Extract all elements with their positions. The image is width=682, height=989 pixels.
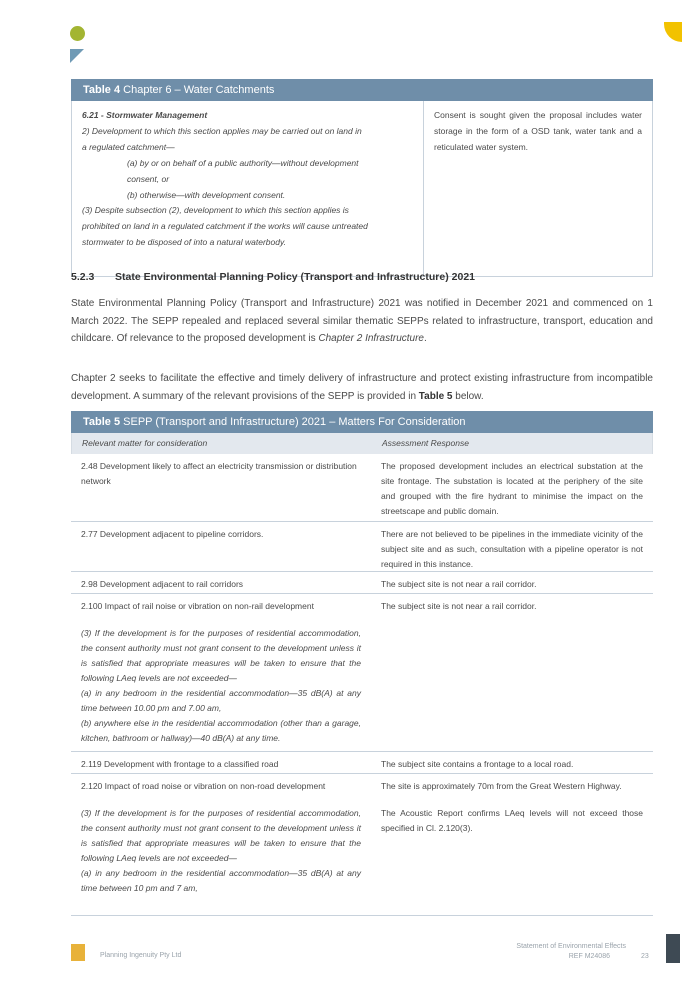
decorative-blue-triangle bbox=[70, 49, 84, 63]
decorative-green-dot bbox=[70, 26, 85, 41]
row-quote: (3) If the development is for the purposes of residential accommodation, the consent authority must not grant consent to the development unless it is satisfied that appropriate measures will be taken to ensure that the following LAeq levels are not exceeded— bbox=[81, 628, 361, 683]
table-5-header bbox=[71, 411, 653, 433]
paragraph-2-end: below. bbox=[452, 390, 484, 402]
footer-page-number: 23 bbox=[641, 953, 649, 960]
column-header-response: Assessment Response bbox=[382, 438, 469, 448]
table-5-label: Table 5 bbox=[83, 416, 121, 428]
row-response: The subject site contains a frontage to a local road. bbox=[381, 759, 574, 769]
column-header-matter: Relevant matter for consideration bbox=[82, 438, 208, 448]
section-number: 5.2.3 bbox=[71, 271, 95, 283]
row-response: There are not believed to be pipelines in the immediate vicinity of the subject site and as such, consultation with a pipeline operator is not required in this instance. bbox=[381, 529, 643, 569]
table-4 bbox=[71, 79, 653, 277]
paragraph-2 bbox=[71, 370, 653, 405]
row-matter: 2.100 Impact of rail noise or vibration on non-rail development bbox=[81, 601, 314, 611]
table-4-clause bbox=[72, 101, 424, 276]
paragraph-2-bold: Table 5 bbox=[418, 390, 453, 402]
table-row bbox=[71, 454, 653, 522]
table-row bbox=[71, 572, 653, 594]
section-title: State Environmental Planning Policy (Transport and Infrastructure) 2021 bbox=[115, 271, 475, 283]
table-5 bbox=[71, 411, 653, 916]
row-matter: 2.98 Development adjacent to rail corridors bbox=[81, 579, 244, 589]
row-quote: (3) If the development is for the purposes of residential accommodation, the consent authority must not grant consent to the development unless it is satisfied that appropriate measures will be taken to ensure that the following LAeq levels are not exceeded— bbox=[81, 808, 361, 863]
clause-line: stormwater to be disposed of into a natural waterbody. bbox=[82, 237, 286, 248]
footer-dark-bar bbox=[666, 934, 680, 963]
clause-line: 2) Development to which this section applies may be carried out on land in bbox=[82, 125, 362, 136]
table-5-title: SEPP (Transport and Infrastructure) 2021 – Matters For Consideration bbox=[123, 416, 466, 428]
paragraph-2-text: Chapter 2 seeks to facilitate the effective and timely delivery of infrastructure and protect existing infrastructure from incompatible development. A summary of the relevant provisions of the SEPP is provided in bbox=[71, 373, 653, 402]
row-matter: 2.120 Impact of road noise or vibration on non-road development bbox=[81, 781, 326, 791]
row-quote: (a) in any bedroom in the residential accommodation—35 dB(A) at any time between 10 pm and 7 am, bbox=[81, 868, 361, 893]
footer-company: Planning Ingenuity Pty Ltd bbox=[100, 952, 182, 959]
clause-line: (a) by or on behalf of a public authority—without development bbox=[127, 157, 359, 168]
table-4-response: Consent is sought given the proposal includes water storage in the form of a OSD tank, water tank and a reticulated water system. bbox=[434, 110, 642, 152]
paragraph-1-italic: Chapter 2 Infrastructure bbox=[318, 333, 424, 344]
table-row bbox=[71, 522, 653, 572]
table-row bbox=[71, 594, 653, 752]
row-response: The subject site is not near a rail corridor. bbox=[381, 579, 537, 589]
footer-logo-square bbox=[71, 944, 85, 961]
row-matter: 2.48 Development likely to affect an electricity transmission or distribution network bbox=[81, 461, 357, 486]
row-response: The Acoustic Report confirms LAeq levels will not exceed those specified in Cl. 2.120(3). bbox=[381, 808, 643, 833]
footer-document-title: Statement of Environmental Effects bbox=[516, 943, 626, 950]
decorative-yellow-corner bbox=[664, 22, 682, 42]
row-response: The subject site is not near a rail corridor. bbox=[381, 601, 537, 611]
clause-line: (3) Despite subsection (2), development to which this section applies is bbox=[82, 205, 349, 216]
row-quote: (a) in any bedroom in the residential accommodation—35 dB(A) at any time between 10.00 pm and 7.00 am, bbox=[81, 688, 361, 713]
table-row bbox=[71, 774, 653, 916]
row-quote: (b) anywhere else in the residential accommodation (other than a garage, kitchen, bathroom or hallway)—40 dB(A) at any time. bbox=[81, 718, 361, 743]
footer-reference: REF M24086 bbox=[568, 953, 610, 960]
section-heading bbox=[71, 271, 475, 283]
row-response: The site is approximately 70m from the Great Western Highway. bbox=[381, 781, 622, 791]
clause-line: a regulated catchment— bbox=[82, 141, 175, 152]
table-4-header bbox=[71, 79, 653, 101]
clause-heading: 6.21 - Stormwater Management bbox=[82, 110, 208, 120]
clause-line: consent, or bbox=[127, 173, 170, 184]
table-5-column-headers bbox=[71, 433, 653, 454]
paragraph-1 bbox=[71, 295, 653, 348]
paragraph-1-end: . bbox=[423, 333, 427, 344]
row-matter: 2.119 Development with frontage to a classified road bbox=[81, 759, 279, 769]
table-row bbox=[71, 752, 653, 774]
row-matter: 2.77 Development adjacent to pipeline corridors. bbox=[81, 529, 264, 539]
table-4-label: Table 4 bbox=[83, 84, 121, 96]
clause-line: (b) otherwise—with development consent. bbox=[127, 189, 286, 200]
paragraph-1-text: State Environmental Planning Policy (Transport and Infrastructure) 2021 was notified in December 2021 and commenced on 1 March 2022. The SEPP repealed and replaced several similar thematic SEPPs related to infrastructure, transport, education and childcare. Of relevance to the proposed development is bbox=[71, 298, 653, 344]
row-response: The proposed development includes an electrical substation at the site frontage. The substation is located at the periphery of the site and grouped with the fire hydrant to minimise the impact on the streetscape and public domain. bbox=[381, 461, 643, 516]
table-4-title: Chapter 6 – Water Catchments bbox=[123, 84, 275, 96]
clause-line: prohibited on land in a regulated catchment if the works will cause untreated bbox=[82, 221, 368, 232]
